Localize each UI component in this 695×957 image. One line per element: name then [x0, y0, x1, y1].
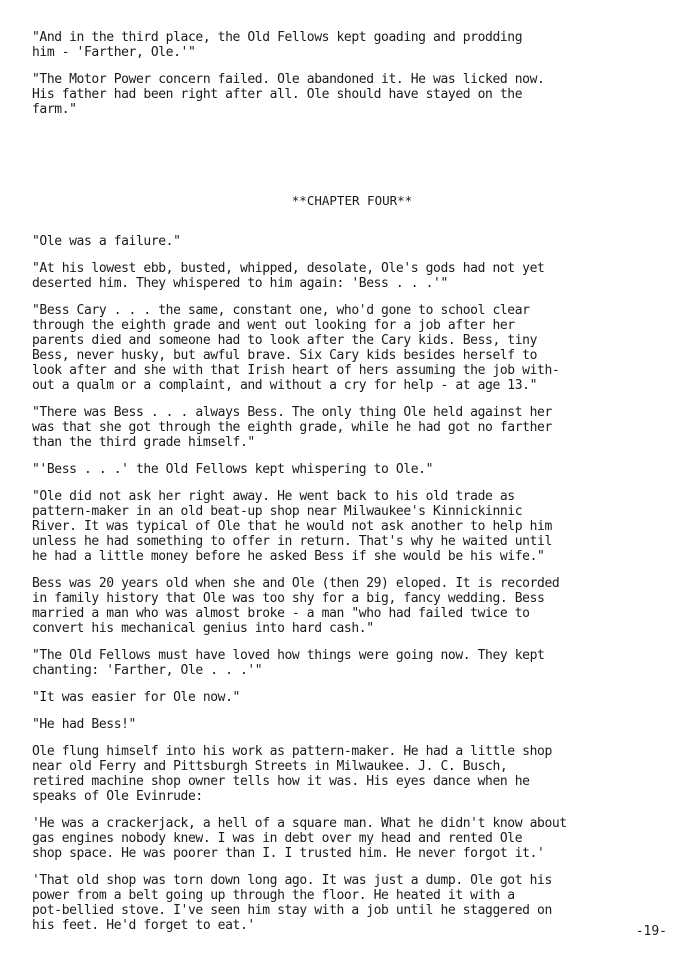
paragraph: "It was easier for Ole now." [32, 690, 240, 705]
paragraph: "He had Bess!" [32, 717, 136, 732]
paragraph: "Ole did not ask her right away. He went back to his old trade as pattern-maker in an old beat-up shop near Milwaukee's Kinnickinnic River. It was typical of Ole that he would not ask another to help him unless he had something to offer in return. That's why he waited until he had a little money before he asked Bess if she would be his wife." [32, 489, 552, 564]
paragraph: Bess was 20 years old when she and Ole (then 29) eloped. It is recorded in family history that Ole was too shy for a big, fancy wedding. Bess married a man who was almost broke - a man "who had failed twice to convert his mechanical genius into hard cash." [32, 576, 560, 636]
paragraph: 'That old shop was torn down long ago. It was just a dump. Ole got his power from a belt going up through the floor. He heated it with a pot-bellied stove. I've seen him stay with a job until he staggered on his feet. He'd forget to eat.' [32, 873, 552, 933]
paragraph: "At his lowest ebb, busted, whipped, desolate, Ole's gods had not yet deserted him. They whispered to him again: 'Bess . . .'" [32, 261, 545, 291]
page-number: -19- [635, 924, 667, 939]
paragraph: 'He was a crackerjack, a hell of a square man. What he didn't know about gas engines nobody knew. I was in debt over my head and rented Ole shop space. He was poorer than I. I trusted him. He never forgot it.' [32, 816, 567, 861]
paragraph: "The Old Fellows must have loved how things were going now. They kept chanting: 'Farther, Ole . . .'" [32, 648, 545, 678]
paragraph: "Ole was a failure." [32, 234, 181, 249]
document-page [32, 30, 672, 945]
paragraph: "Bess Cary . . . the same, constant one, who'd gone to school clear through the eighth grade and went out looking for a job after her parents died and someone had to look after the Cary kids. Bess, tiny Bess, never husky, but awful brave. Six Cary kids besides herself to look after and she with that Irish heart of hers assuming the job with- out a qualm or a complaint, and without a cry for help - at age 13." [32, 303, 560, 393]
chapter-heading: **CHAPTER FOUR** [291, 193, 413, 208]
paragraph: "There was Bess . . . always Bess. The only thing Ole held against her was that she got through the eighth grade, while he had got no farther than the third grade himself." [32, 405, 552, 450]
paragraph: Ole flung himself into his work as pattern-maker. He had a little shop near old Ferry and Pittsburgh Streets in Milwaukee. J. C. Busch, retired machine shop owner tells how it was. His eyes dance when he speaks of Ole Evinrude: [32, 744, 552, 804]
paragraph-intro-1: "And in the third place, the Old Fellows kept goading and prodding him - 'Farther, Ole.'" [32, 30, 523, 60]
paragraph-intro-2: "The Motor Power concern failed. Ole abandoned it. He was licked now. His father had been right after all. Ole should have stayed on the farm." [32, 72, 545, 117]
paragraph: "'Bess . . .' the Old Fellows kept whispering to Ole." [32, 462, 434, 477]
